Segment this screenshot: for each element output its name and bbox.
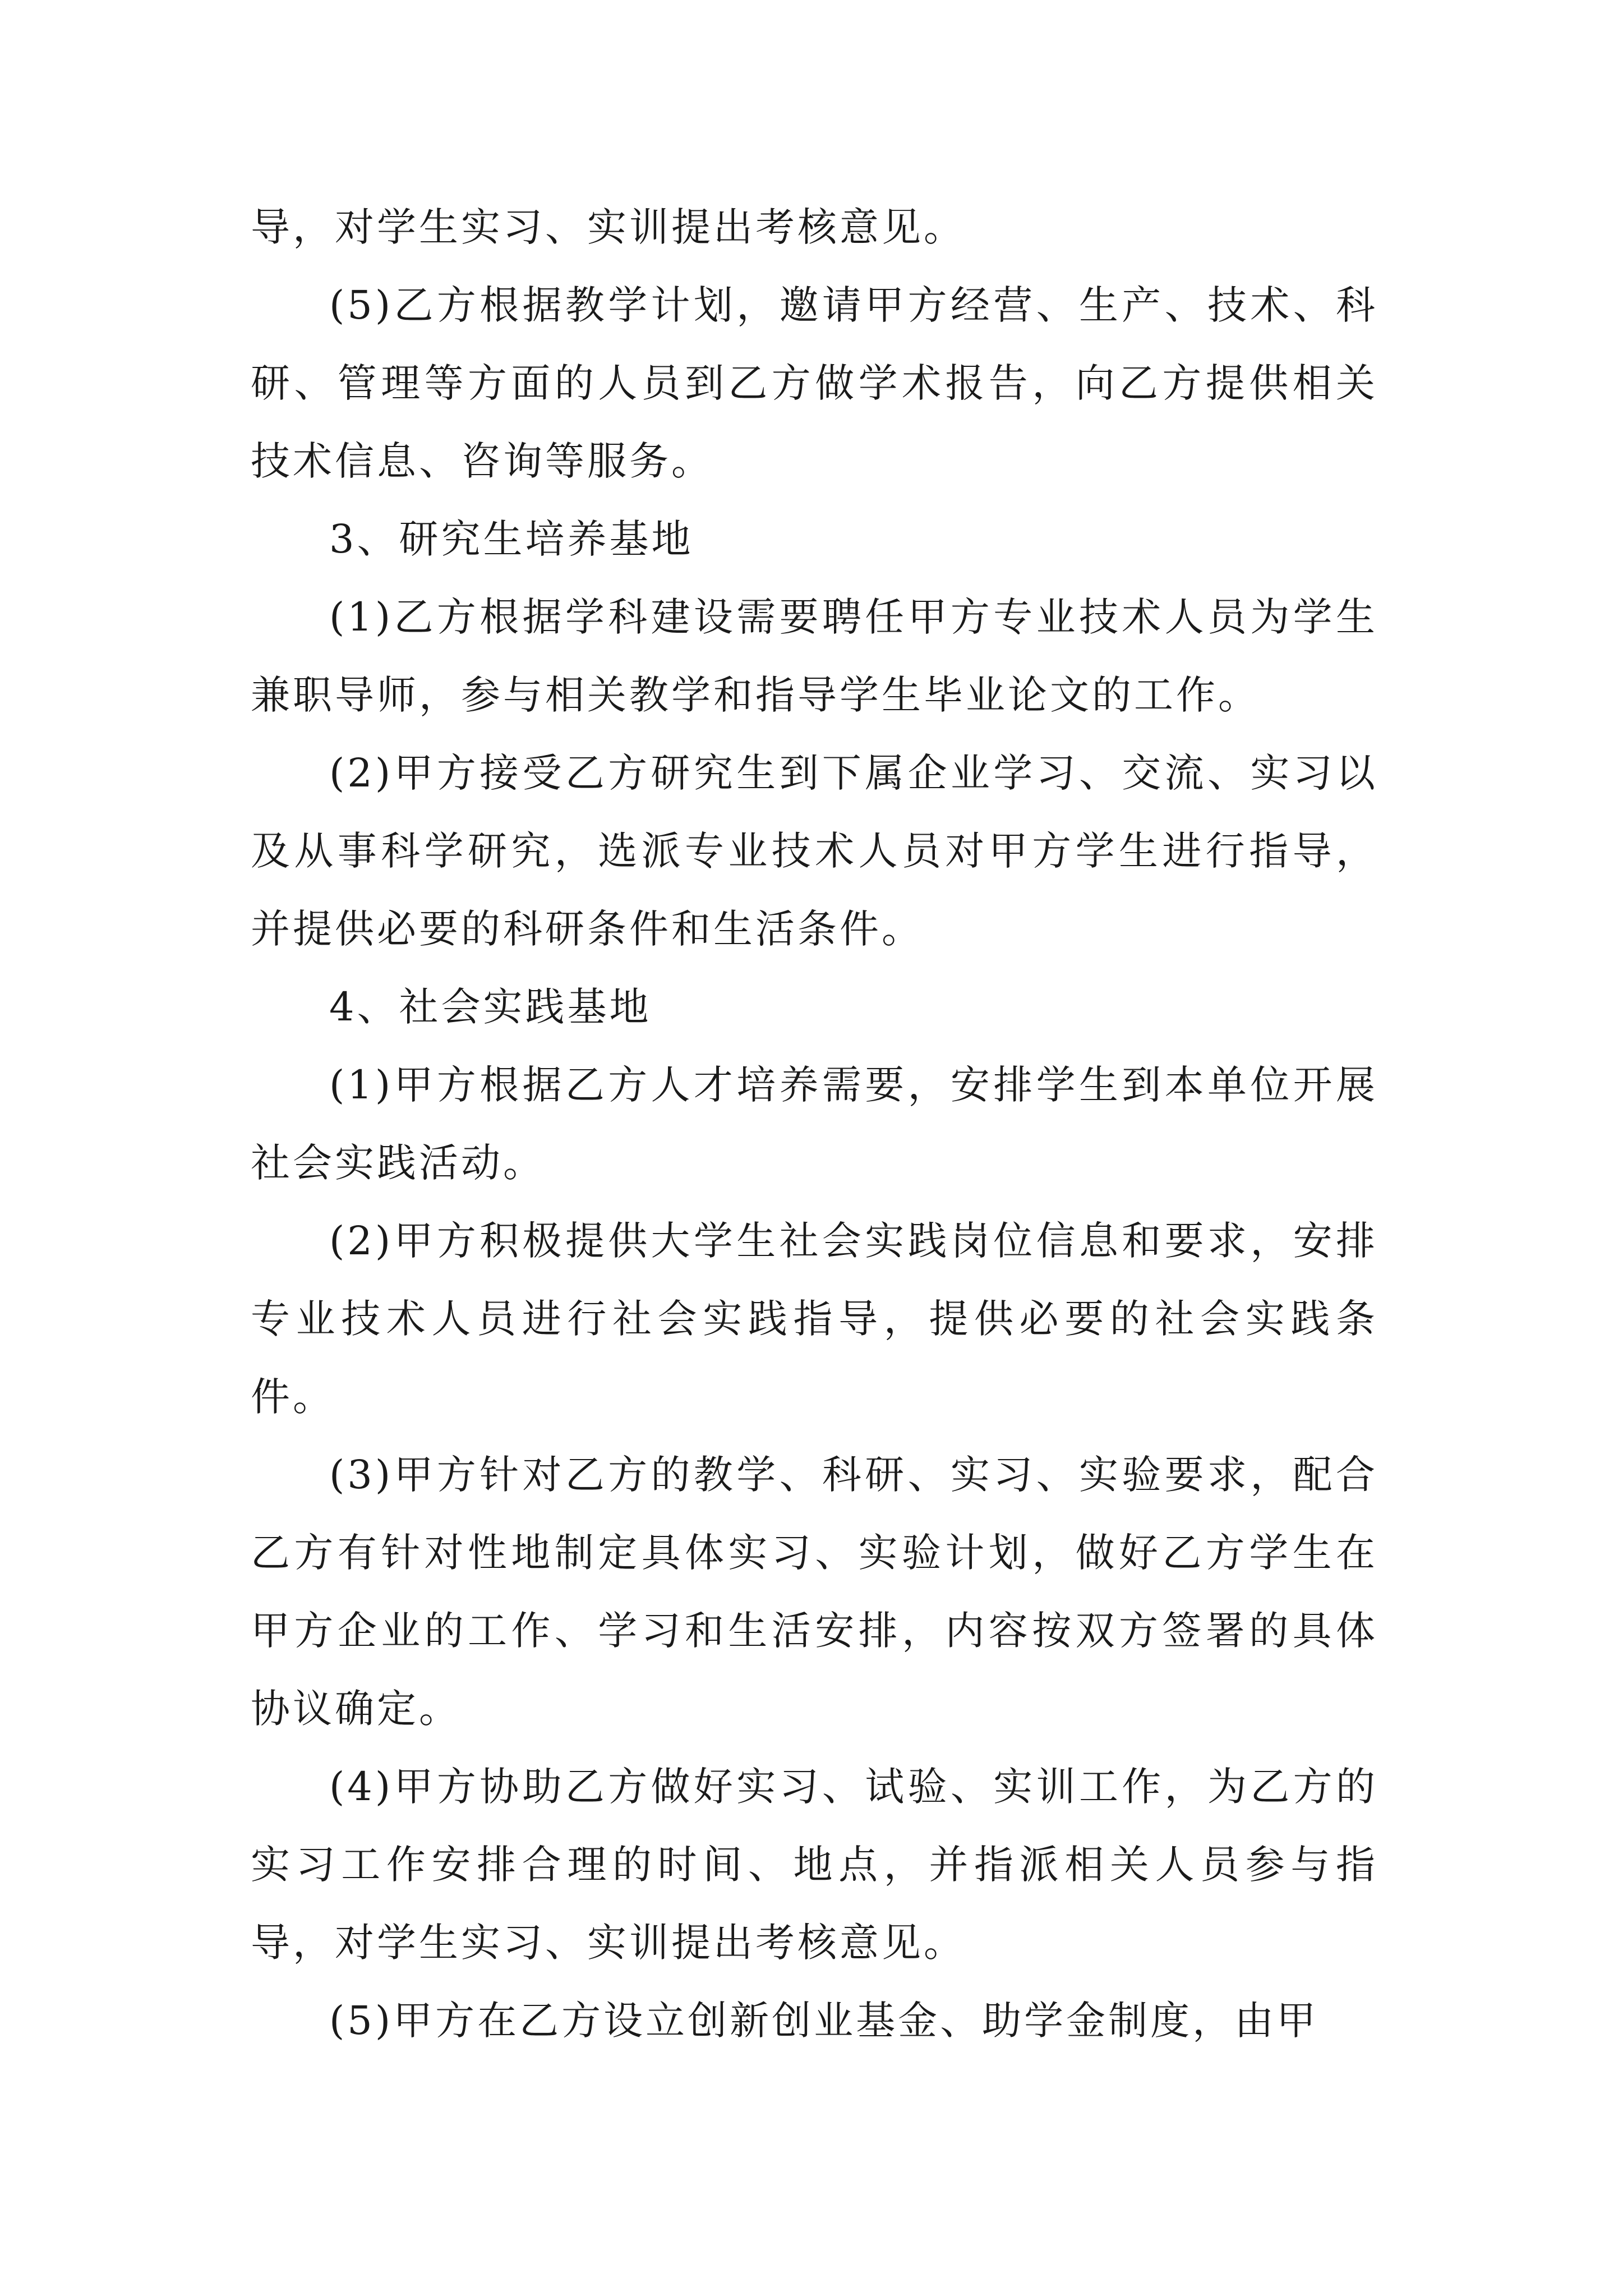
- section-heading: 3、研究生培养基地: [329, 516, 694, 562]
- document-body: [251, 188, 1378, 2060]
- paragraph: (4)甲方协助乙方做好实习、试验、实训工作，为乙方的实习工作安排合理的时间、地点，并指派相关人员参与指导，对学生实习、实训提出考核意见。: [251, 1764, 1378, 1966]
- section-heading: 4、社会实践基地: [329, 984, 652, 1030]
- paragraph: (1)甲方根据乙方人才培养需要，安排学生到本单位开展社会实践活动。: [251, 1062, 1378, 1186]
- paragraph: (2)甲方积极提供大学生社会实践岗位信息和要求，安排专业技术人员进行社会实践指导，提供必要的社会实践条件。: [251, 1218, 1378, 1420]
- paragraph: (5)甲方在乙方设立创新创业基金、助学金制度，由甲: [329, 1998, 1319, 2044]
- paragraph: 导，对学生实习、实训提出考核意见。: [251, 204, 966, 250]
- paragraph: (2)甲方接受乙方研究生到下属企业学习、交流、实习以及从事科学研究，选派专业技术人员对甲方学生进行指导，并提供必要的科研条件和生活条件。: [251, 750, 1378, 952]
- paragraph: (3)甲方针对乙方的教学、科研、实习、实验要求，配合乙方有针对性地制定具体实习、实验计划，做好乙方学生在甲方企业的工作、学习和生活安排，内容按双方签署的具体协议确定。: [251, 1452, 1378, 1732]
- paragraph: (5)乙方根据教学计划，邀请甲方经营、生产、技术、科研、管理等方面的人员到乙方做学术报告，向乙方提供相关技术信息、咨询等服务。: [251, 282, 1378, 484]
- paragraph: (1)乙方根据学科建设需要聘任甲方专业技术人员为学生兼职导师，参与相关教学和指导学生毕业论文的工作。: [251, 594, 1378, 718]
